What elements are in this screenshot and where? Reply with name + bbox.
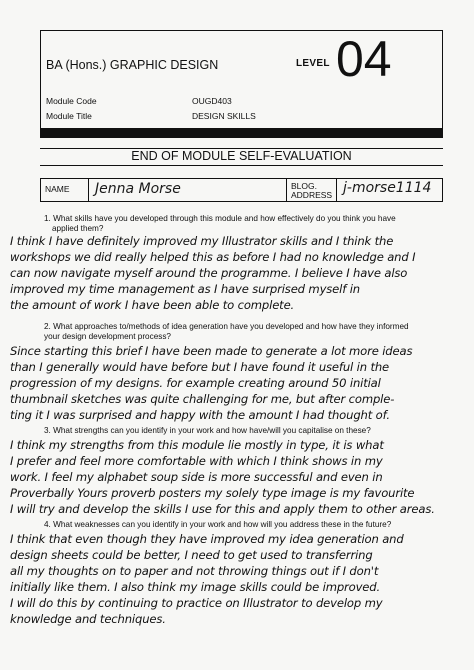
question-line: 2. What approaches to/methods of idea generation have you developed and how have they informed	[44, 322, 409, 331]
question-line: applied them?	[52, 224, 104, 233]
answer-line: can now navigate myself around the programme. I believe I have also	[10, 266, 408, 280]
question-1	[44, 214, 434, 234]
answer-line: ting it I was surprised and happy with the amount I had thought of.	[10, 408, 390, 422]
answer-line: I think my strengths from this module lie mostly in type, it is what	[10, 438, 384, 452]
answer-line: I will try and develop the skills I use for this and apply them to other areas.	[10, 502, 435, 516]
module-title: DESIGN SKILLS	[192, 111, 256, 121]
answer-line: improved my time management as I have surprised myself in	[10, 282, 360, 296]
answer-1[interactable]	[10, 233, 472, 313]
blog-label-cell	[287, 179, 337, 201]
answer-line: knowledge and techniques.	[10, 612, 166, 626]
answer-2[interactable]	[10, 343, 472, 423]
question-line: your design development process?	[44, 332, 171, 341]
question-4	[44, 520, 434, 530]
answer-line: progression of my designs. for example creating around 50 initial	[10, 376, 381, 390]
answer-line: I will do this by continuing to practice on Illustrator to develop my	[10, 596, 383, 610]
answer-line: I think that even though they have improved my idea generation and	[10, 532, 404, 546]
answer-4[interactable]	[10, 531, 472, 627]
form-title: END OF MODULE SELF-EVALUATION	[40, 148, 443, 166]
answer-line: workshops we did really helped this as before I had no knowledge and I	[10, 250, 416, 264]
name-label-cell	[41, 179, 89, 201]
student-name: Jenna Morse	[95, 181, 181, 197]
module-title-label: Module Title	[46, 111, 92, 121]
answer-line: I think I have definitely improved my Illustrator skills and I think the	[10, 234, 394, 248]
answer-line: Proverbally Yours proverb posters my solely type image is my favourite	[10, 486, 415, 500]
answer-line: work. I feel my alphabet soup side is more successful and even in	[10, 470, 383, 484]
answer-line: initially like them. I also think my image skills could be improved.	[10, 580, 381, 594]
blog-label-line2: ADDRESS	[291, 190, 333, 200]
module-code-label: Module Code	[46, 96, 97, 106]
name-field[interactable]	[89, 179, 287, 201]
answer-line: I prefer and feel more comfortable with which I think shows in my	[10, 454, 383, 468]
header-black-bar	[40, 128, 443, 138]
question-line: 1. What skills have you developed through this module and how effectively do you think you have	[44, 214, 396, 223]
answer-line: design sheets could be better, I need to get used to transferring	[10, 548, 373, 562]
question-line: 4. What weaknesses can you identify in your work and how will you address these in the future?	[44, 520, 392, 529]
question-3	[44, 426, 434, 436]
level-label: LEVEL	[296, 58, 330, 69]
question-line: 3. What strengths can you identify in your work and how have/will you capitalise on these?	[44, 426, 371, 435]
answer-line: the amount of work I have been able to complete.	[10, 298, 295, 312]
answer-line: than I generally would have before but I have found it useful in the	[10, 360, 390, 374]
blog-label-line1: BLOG.	[291, 181, 317, 191]
student-info-row	[40, 178, 443, 202]
answer-line: thumbnail sketches was quite challenging for me, but after comple-	[10, 392, 395, 406]
level-number: 04	[336, 31, 392, 87]
answer-line: all my thoughts on to paper and not throwing things out if I don't	[10, 564, 379, 578]
name-label: NAME	[45, 184, 70, 194]
question-2	[44, 322, 434, 342]
answer-3[interactable]	[10, 437, 472, 517]
answer-line: Since starting this brief I have been made to generate a lot more ideas	[10, 344, 413, 358]
course-title: BA (Hons.) GRAPHIC DESIGN	[46, 58, 219, 72]
module-code: OUGD403	[192, 96, 232, 106]
blog-address: j-morse1114	[343, 180, 432, 196]
blog-field[interactable]	[337, 179, 442, 201]
